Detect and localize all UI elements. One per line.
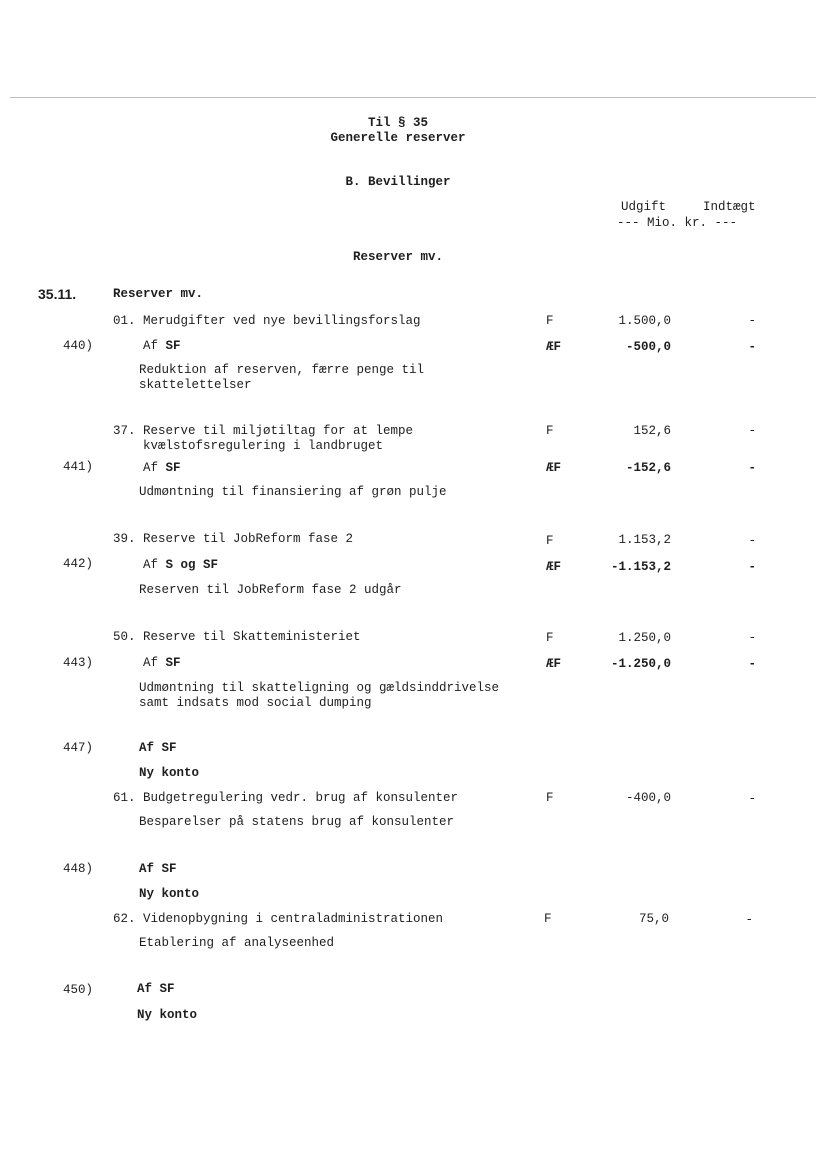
amendment-447-new-account: Ny konto [139, 766, 200, 780]
subaccount-62-indtaegt: - [745, 913, 753, 927]
amendment-440-indtaegt: - [748, 340, 756, 354]
column-header-udgift: Udgift [621, 200, 667, 214]
amendment-443-type: ÆF [546, 657, 562, 671]
column-header-indtaegt: Indtægt [703, 200, 756, 214]
subaccount-61-label: 61. Budgetregulering vedr. brug af konsulenter [113, 791, 459, 805]
subaccount-01-label: 01. Merudgifter ved nye bevillingsforslag [113, 314, 421, 328]
amendment-443-description: Udmøntning til skatteligning og gældsinddrivelse samt indsats mod social dumping [139, 681, 500, 710]
subaccount-61-indtaegt: - [748, 792, 756, 806]
amendment-447-number: 447) [63, 741, 94, 755]
amendment-442-number: 442) [63, 557, 94, 571]
amendment-450-proposer: Af SF [137, 982, 175, 996]
account-number: 35.11. [38, 286, 77, 302]
subaccount-01-type: F [546, 314, 554, 328]
page-top-rule [10, 97, 816, 98]
unit-label: --- Mio. kr. --- [617, 216, 738, 230]
subaccount-01-indtaegt: - [748, 314, 756, 328]
subaccount-01-udgift: 1.500,0 [618, 314, 671, 328]
amendment-441-description: Udmøntning til finansiering af grøn pulje [139, 485, 447, 499]
amendment-440-description: Reduktion af reserven, færre penge til skattelettelser [139, 363, 425, 392]
group-title: Reserver mv. [352, 250, 444, 264]
account-title: Reserver mv. [113, 287, 204, 301]
amendment-448-number: 448) [63, 862, 94, 876]
subaccount-62-description: Etablering af analyseenhed [139, 936, 335, 950]
amendment-440-udgift: -500,0 [625, 340, 671, 354]
subaccount-37-indtaegt: - [748, 424, 756, 438]
amendment-450-number: 450) [63, 983, 94, 997]
subaccount-61-udgift: -400,0 [625, 791, 671, 805]
subaccount-50-udgift: 1.250,0 [618, 631, 671, 645]
amendment-440-type: ÆF [546, 340, 562, 354]
amendment-443-number: 443) [63, 656, 94, 670]
subaccount-39-udgift: 1.153,2 [618, 533, 671, 547]
amendment-441-type: ÆF [546, 461, 562, 475]
amendment-442-udgift: -1.153,2 [610, 560, 671, 574]
subaccount-61-type: F [546, 791, 554, 805]
amendment-442-type: ÆF [546, 560, 562, 574]
subaccount-39-label: 39. Reserve til JobReform fase 2 [113, 532, 354, 546]
subaccount-39-type: F [546, 534, 554, 548]
amendment-443-proposer: Af SF [143, 656, 181, 670]
header-title: Generelle reserver [330, 131, 466, 145]
amendment-441-proposer: Af SF [143, 461, 181, 475]
amendment-440-proposer: Af SF [143, 339, 181, 353]
subaccount-37-udgift: 152,6 [633, 424, 671, 438]
amendment-442-indtaegt: - [748, 560, 756, 574]
amendment-450-new-account: Ny konto [137, 1008, 198, 1022]
amendment-441-udgift: -152,6 [625, 461, 671, 475]
subaccount-62-label: 62. Videnopbygning i centraladministrationen [113, 912, 444, 926]
subaccount-37-type: F [546, 424, 554, 438]
subaccount-62-udgift: 75,0 [638, 912, 669, 926]
amendment-440-number: 440) [63, 339, 94, 353]
subaccount-62-type: F [544, 912, 552, 926]
amendment-441-indtaegt: - [748, 461, 756, 475]
subaccount-50-type: F [546, 631, 554, 645]
amendment-443-indtaegt: - [748, 657, 756, 671]
header-paragraph: Til § 35 [367, 116, 429, 130]
subaccount-50-indtaegt: - [748, 631, 756, 645]
subaccount-61-description: Besparelser på statens brug af konsulenter [139, 815, 455, 829]
amendment-448-proposer: Af SF [139, 862, 177, 876]
subaccount-37-label: 37. Reserve til miljøtiltag for at lempe kvælstofsregulering i landbruget [113, 424, 414, 453]
amendment-441-number: 441) [63, 460, 94, 474]
subaccount-39-indtaegt: - [748, 534, 756, 548]
amendment-447-proposer: Af SF [139, 741, 177, 755]
amendment-442-description: Reserven til JobReform fase 2 udgår [139, 583, 402, 597]
amendment-442-proposer: Af S og SF [143, 558, 219, 572]
section-title: B. Bevillinger [345, 175, 451, 189]
amendment-448-new-account: Ny konto [139, 887, 200, 901]
subaccount-50-label: 50. Reserve til Skatteministeriet [113, 630, 361, 644]
amendment-443-udgift: -1.250,0 [610, 657, 671, 671]
